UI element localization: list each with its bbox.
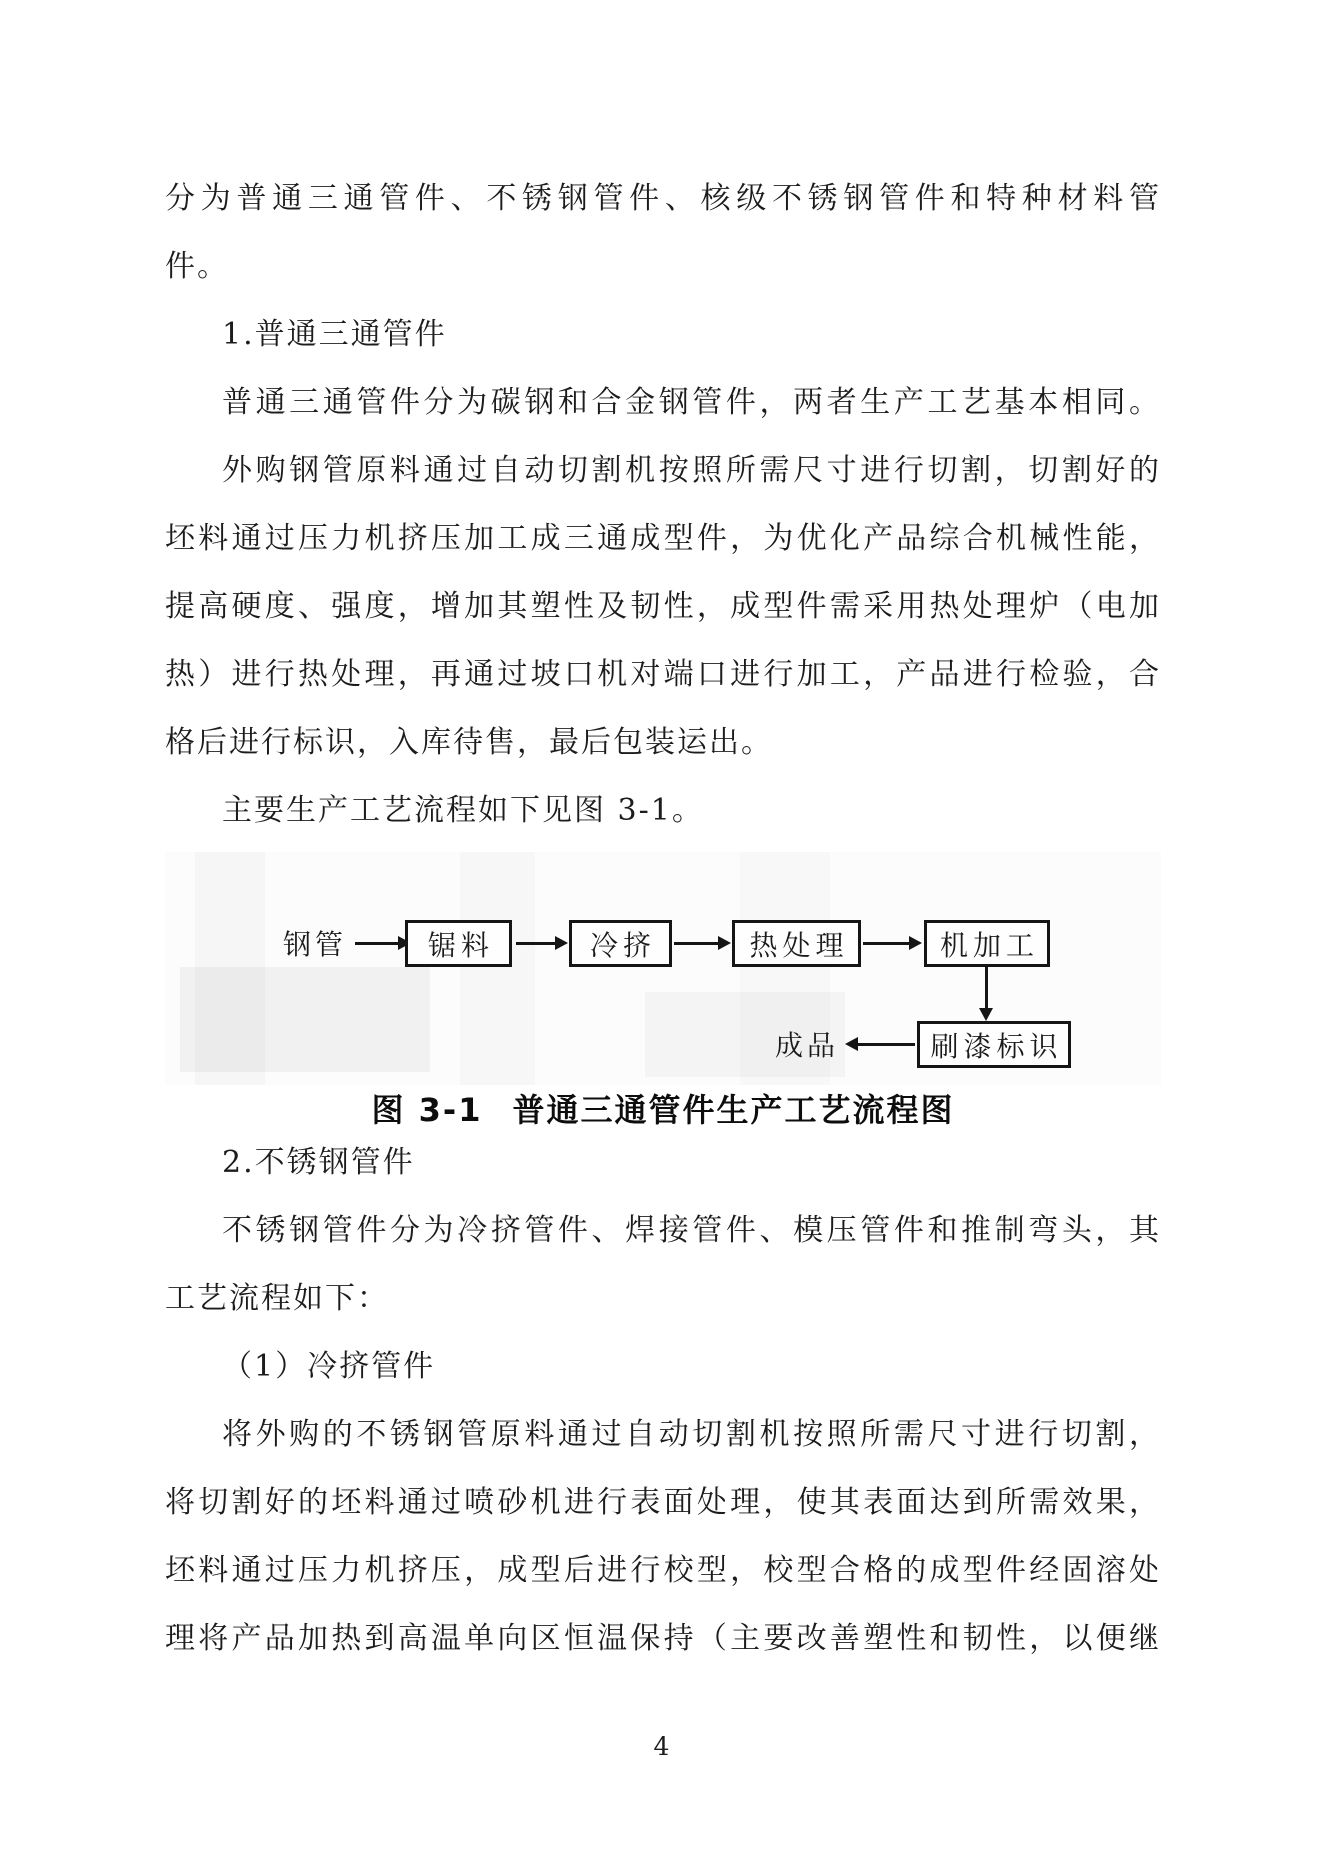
text-line: 将外购的不锈钢管原料通过自动切割机按照所需尺寸进行切割，	[222, 1417, 1161, 1452]
text-line: 不锈钢管件分为冷挤管件、焊接管件、模压管件和推制弯头，其	[222, 1213, 1161, 1248]
figure-caption-label: 图 3-1	[371, 1091, 483, 1129]
flow-node-finished-product: 成品	[774, 1029, 839, 1062]
flow-arrow-right-icon	[355, 942, 398, 945]
text-line: （1）冷挤管件	[222, 1349, 436, 1384]
body-text-before-figure	[165, 165, 1161, 845]
scan-artifact	[460, 852, 535, 1085]
text-line: 件。	[165, 249, 229, 284]
flow-arrow-left-icon	[858, 1043, 915, 1046]
flow-arrow-right-icon	[674, 942, 718, 945]
page-number: 4	[653, 1732, 670, 1761]
flow-arrow-right-icon	[863, 942, 909, 945]
body-text-after-figure	[165, 1129, 1161, 1673]
scan-artifact	[180, 967, 430, 1072]
text-line: 1.普通三通管件	[222, 317, 447, 352]
flow-arrow-down-icon	[985, 967, 988, 1009]
text-line: 理将产品加热到高温单向区恒温保持（主要改善塑性和韧性，以便继	[165, 1621, 1161, 1656]
text-line: 将切割好的坯料通过喷砂机进行表面处理，使其表面达到所需效果，	[165, 1485, 1161, 1520]
text-line: 格后进行标识，入库待售，最后包装运出。	[165, 725, 773, 760]
text-line: 2.不锈钢管件	[222, 1145, 415, 1180]
flow-node-heat-treatment: 热处理	[732, 920, 861, 967]
flow-node-sawing: 锯料	[405, 920, 512, 967]
flow-node-steel-pipe: 钢管	[282, 928, 347, 961]
text-line: 分为普通三通管件、不锈钢管件、核级不锈钢管件和特种材料管	[165, 181, 1161, 216]
flow-node-cold-extrusion: 冷挤	[569, 920, 672, 967]
text-line: 工艺流程如下：	[165, 1281, 389, 1316]
text-line: 普通三通管件分为碳钢和合金钢管件，两者生产工艺基本相同。	[222, 385, 1161, 420]
flow-node-paint-marking: 刷漆标识	[917, 1021, 1071, 1068]
flow-arrow-right-icon	[516, 942, 555, 945]
flow-node-machining: 机加工	[924, 920, 1050, 967]
text-line: 热）进行热处理，再通过坡口机对端口进行加工，产品进行检验，合	[165, 657, 1161, 692]
text-line: 提高硬度、强度，增加其塑性及韧性，成型件需采用热处理炉（电加	[165, 589, 1161, 624]
text-line: 坯料通过压力机挤压，成型后进行校型，校型合格的成型件经固溶处	[165, 1553, 1161, 1588]
scan-artifact	[195, 852, 265, 1085]
figure-flowchart	[165, 852, 1161, 1085]
figure-caption	[165, 1088, 1161, 1132]
text-line: 坯料通过压力机挤压加工成三通成型件，为优化产品综合机械性能，	[165, 521, 1161, 556]
text-line: 外购钢管原料通过自动切割机按照所需尺寸进行切割，切割好的	[222, 453, 1161, 488]
text-line: 主要生产工艺流程如下见图 3-1。	[222, 793, 704, 828]
figure-caption-title: 普通三通管件生产工艺流程图	[512, 1091, 955, 1129]
